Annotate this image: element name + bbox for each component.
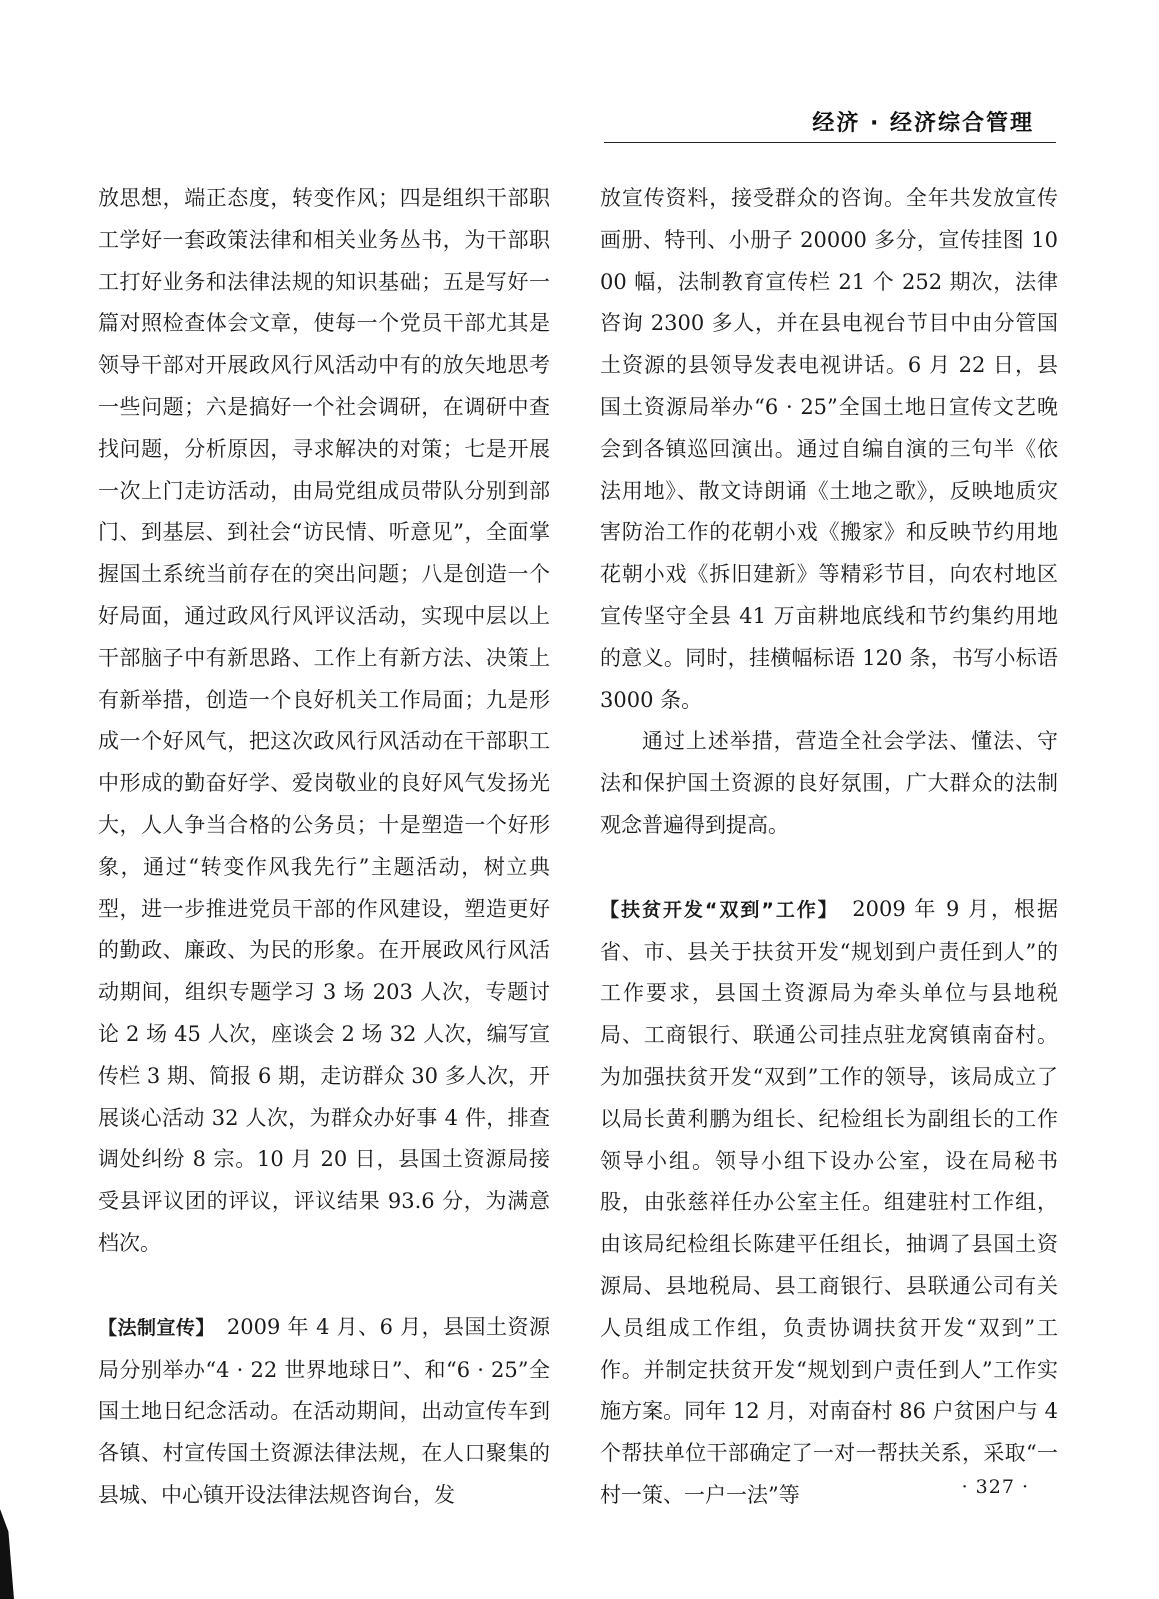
header-rule <box>604 142 1056 143</box>
section-heading-legal-publicity: 【法制宣传】 <box>98 1316 206 1339</box>
paragraph-left-2 <box>98 1307 550 1517</box>
section-heading-poverty-alleviation: 【扶贫开发“双到”工作】 <box>600 898 830 921</box>
paragraph-right-1: 放宣传资料，接受群众的咨询。全年共发放宣传画册、特刊、小册子 20000 多分，宣传挂图 1000 幅，法制教育宣传栏 21 个 252 期次，法律咨询 2300 多人，并在县电视台节目中由分管国土资源的县领导发表电视讲话。6 月 22 日，县国土资源局举办“6 · 25”全国土地日宣传文艺晚会到各镇巡回演出。通过自编自演的三句半《依法用地》、散文诗朗诵《土地之歌》，反映地质灾害防治工作的花朝小戏《搬家》和反映节约用地花朝小戏《拆旧建新》等精彩节目，向农村地区宣传坚守全县 41 万亩耕地底线和节约集约用地的意义。同时，挂横幅标语 120 条，书写小标语 3000 条。 <box>600 186 1058 712</box>
section-header-title: 经济 · 经济综合管理 <box>812 111 1034 136</box>
left-column <box>98 178 550 1517</box>
paragraph-right-3-body: 2009 年 9 月，根据省、市、县关于扶贫开发“规划到户责任到人”的工作要求，县国土资源局为牵头单位与县地税局、工商银行、联通公司挂点驻龙窝镇南奋村。为加强扶贫开发“双到”工作的领导，该局成立了以局长黄利鹏为组长、纪检组长为副组长的工作领导小组。领导小组下设办公室，设在局秘书股，由张慈祥任办公室主任。组建驻村工作组，由该局纪检组长陈建平任组长，抽调了县国土资源局、县地税局、县工商银行、县联通公司有关人员组成工作组，负责协调扶贫开发“双到”工作。并制定扶贫开发“规划到户责任到人”工作实施方案。同年 12 月，对南奋村 86 户贫困户与 4 个帮扶单位干部确定了一对一帮扶关系，采取“一村一策、一户一法”等 <box>600 896 1058 1507</box>
scan-edge-mark <box>0 1509 14 1599</box>
paragraph-right-3 <box>600 889 1058 1517</box>
right-column <box>600 178 1058 1517</box>
paragraph-gap <box>600 847 1058 889</box>
page-number: · 327 · <box>961 1476 1029 1498</box>
paragraph-gap <box>98 1265 550 1307</box>
paragraph-left-2-body: 2009 年 4 月、6 月，县国土资源局分别举办“4 · 22 世界地球日”、和“6 · 25”全国土地日纪念活动。在活动期间，出动宣传车到各镇、村宣传国土资源法律法规，在人口聚集的县城、中心镇开设法律法规咨询台，发 <box>98 1314 550 1507</box>
paragraph-right-2: 通过上述举措，营造全社会学法、懂法、守法和保护国土资源的良好氛围，广大群众的法制观念普遍得到提高。 <box>600 729 1058 837</box>
paragraph-left-1: 放思想，端正态度，转变作风；四是组织干部职工学好一套政策法律和相关业务丛书，为干部职工打好业务和法律法规的知识基础；五是写好一篇对照检查体会文章，使每一个党员干部尤其是领导干部对开展政风行风活动中有的放矢地思考一些问题；六是搞好一个社会调研，在调研中查找问题，分析原因，寻求解决的对策；七是开展一次上门走访活动，由局党组成员带队分别到部门、到基层、到社会“访民情、听意见”，全面掌握国土系统当前存在的突出问题；八是创造一个好局面，通过政风行风评议活动，实现中层以上干部脑子中有新思路、工作上有新方法、决策上有新举措，创造一个良好机关工作局面；九是形成一个好风气，把这次政风行风活动在干部职工中形成的勤奋好学、爱岗敬业的良好风气发扬光大，人人争当合格的公务员；十是塑造一个好形象，通过“转变作风我先行”主题活动，树立典型，进一步推进党员干部的作风建设，塑造更好的勤政、廉政、为民的形象。在开展政风行风活动期间，组织专题学习 3 场 203 人次，专题讨论 2 场 45 人次，座谈会 2 场 32 人次，编写宣传栏 3 期、简报 6 期，走访群众 30 多人次，开展谈心活动 32 人次，为群众办好事 4 件，排查调处纠纷 8 宗。10 月 20 日，县国土资源局接受县评议团的评议，评议结果 93.6 分，为满意档次。 <box>98 186 550 1255</box>
